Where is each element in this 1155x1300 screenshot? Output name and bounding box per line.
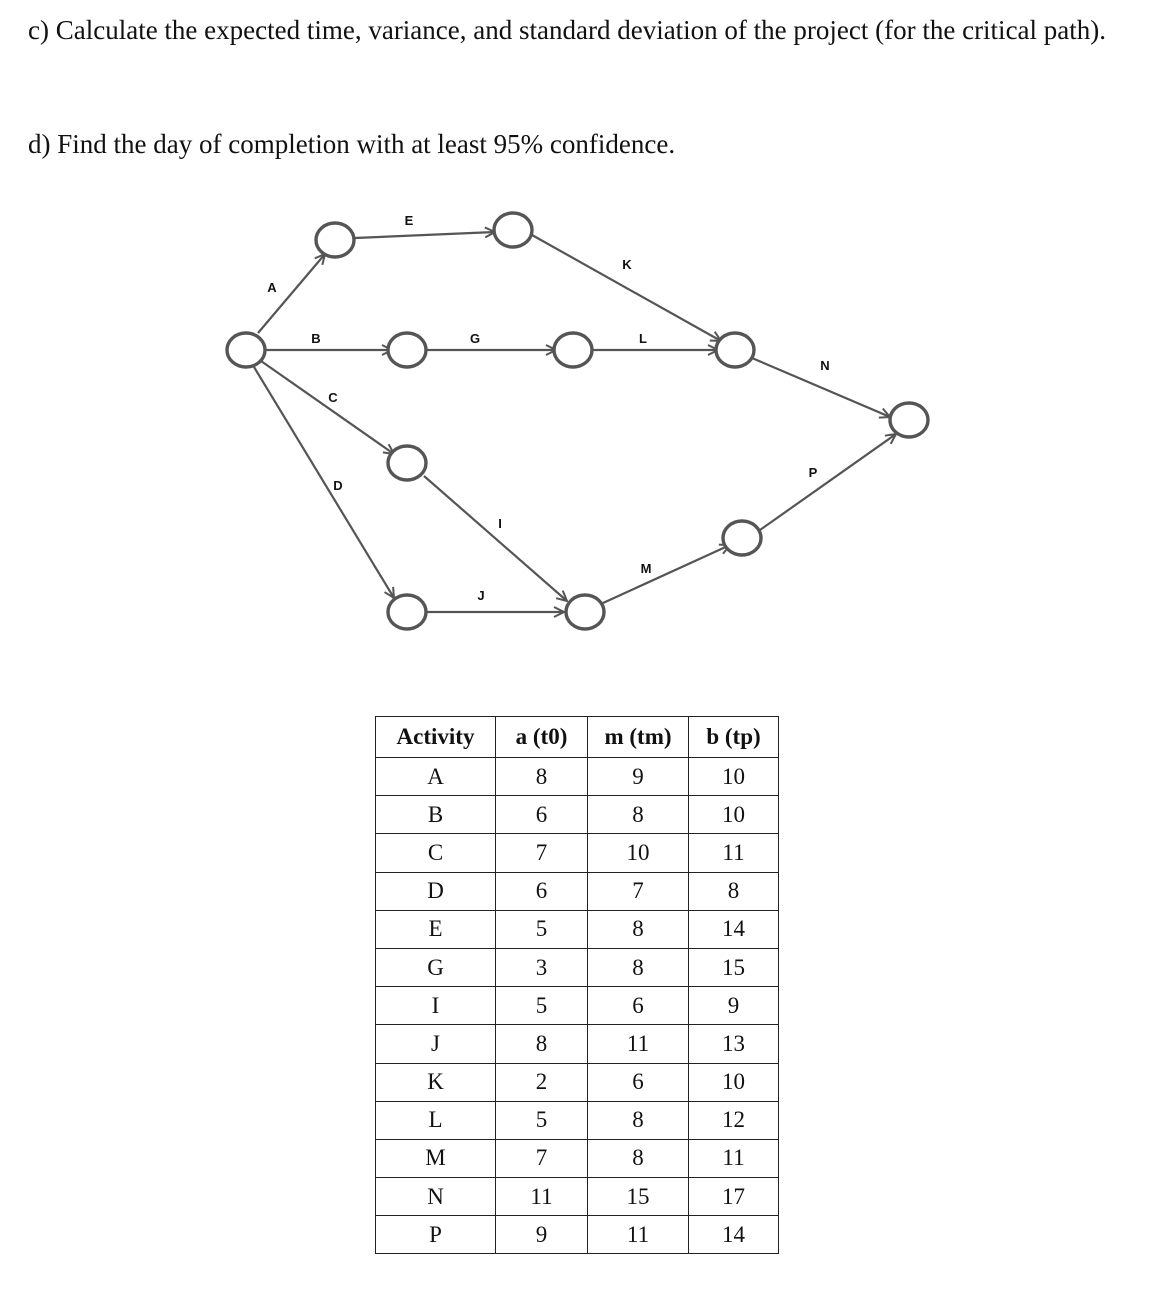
cell-activity: C (376, 834, 496, 872)
cell-m: 8 (588, 910, 689, 948)
edge-label-C: C (328, 390, 338, 405)
cell-b: 12 (689, 1101, 779, 1139)
table-row (376, 872, 779, 910)
edge-label-D: D (333, 478, 343, 493)
node-after-A (316, 223, 354, 257)
table-row (376, 910, 779, 948)
cell-b: 8 (689, 872, 779, 910)
table-row (376, 1139, 779, 1177)
cell-activity: A (376, 758, 496, 796)
cell-activity: I (376, 987, 496, 1025)
edge-D (254, 367, 394, 598)
node-after-K-L (716, 333, 754, 367)
cell-a: 6 (496, 872, 588, 910)
edge-P (760, 434, 896, 530)
edge-label-L: L (639, 331, 647, 346)
edge-label-E: E (404, 213, 414, 228)
edge-label-B: B (311, 331, 321, 346)
cell-activity: K (376, 1063, 496, 1101)
edge-label-J: J (477, 588, 485, 603)
cell-a: 3 (496, 948, 588, 986)
cell-b: 13 (689, 1025, 779, 1063)
cell-m: 7 (588, 872, 689, 910)
edge-M (603, 545, 730, 603)
node-end (890, 403, 928, 437)
table-row (376, 987, 779, 1025)
cell-m: 8 (588, 1139, 689, 1177)
cell-a: 7 (496, 834, 588, 872)
cell-a: 8 (496, 1025, 588, 1063)
header-b: b (tp) (689, 717, 779, 758)
cell-a: 11 (496, 1178, 588, 1216)
cell-b: 15 (689, 948, 779, 986)
header-m: m (tm) (588, 717, 689, 758)
cell-activity: M (376, 1139, 496, 1177)
table-row (376, 1063, 779, 1101)
node-after-E (494, 213, 532, 247)
edge-label-P: P (808, 465, 818, 480)
cell-m: 9 (588, 758, 689, 796)
cell-b: 14 (689, 1216, 779, 1254)
cell-a: 5 (496, 987, 588, 1025)
cell-a: 8 (496, 758, 588, 796)
cell-m: 8 (588, 796, 689, 834)
cell-m: 11 (588, 1216, 689, 1254)
node-after-M (723, 521, 761, 555)
table-row (376, 1216, 779, 1254)
node-start (227, 333, 265, 367)
header-a: a (t0) (496, 717, 588, 758)
cell-a: 7 (496, 1139, 588, 1177)
cell-m: 8 (588, 1101, 689, 1139)
node-after-G (554, 333, 592, 367)
cell-b: 10 (689, 796, 779, 834)
cell-activity: N (376, 1178, 496, 1216)
table-row (376, 758, 779, 796)
cell-b: 11 (689, 834, 779, 872)
cell-m: 8 (588, 948, 689, 986)
cell-b: 9 (689, 987, 779, 1025)
header-activity: Activity (376, 717, 496, 758)
edge-label-A: A (267, 280, 277, 295)
cell-b: 11 (689, 1139, 779, 1177)
edge-I (424, 476, 567, 601)
cell-m: 10 (588, 834, 689, 872)
cell-m: 11 (588, 1025, 689, 1063)
cell-activity: J (376, 1025, 496, 1063)
cell-a: 5 (496, 1101, 588, 1139)
edge-label-M: M (640, 561, 652, 576)
cell-a: 9 (496, 1216, 588, 1254)
edge-label-G: G (469, 331, 481, 346)
edge-label-I: I (498, 516, 502, 531)
edge-label-N: N (820, 358, 830, 373)
cell-a: 5 (496, 910, 588, 948)
node-after-C (388, 446, 426, 480)
table-row (376, 834, 779, 872)
cell-m: 15 (588, 1178, 689, 1216)
cell-activity: P (376, 1216, 496, 1254)
question-d: d) Find the day of completion with at least 95% confidence. (28, 129, 676, 159)
table-row (376, 1178, 779, 1216)
edge-C (261, 361, 394, 454)
cell-m: 6 (588, 1063, 689, 1101)
question-c: c) Calculate the expected time, variance, and standard deviation of the project (for the critical path). (28, 15, 1107, 45)
cell-activity: D (376, 872, 496, 910)
table-row (376, 796, 779, 834)
edge-K (532, 235, 721, 341)
node-after-B (388, 333, 426, 367)
cell-a: 2 (496, 1063, 588, 1101)
cell-b: 10 (689, 1063, 779, 1101)
cell-activity: B (376, 796, 496, 834)
cell-b: 17 (689, 1178, 779, 1216)
node-after-D (388, 595, 426, 629)
table-row (376, 1101, 779, 1139)
table-header-row (376, 717, 779, 758)
table-row (376, 1025, 779, 1063)
cell-m: 6 (588, 987, 689, 1025)
cell-activity: G (376, 948, 496, 986)
edge-label-K: K (622, 257, 632, 272)
cell-activity: E (376, 910, 496, 948)
activity-times-table (375, 716, 779, 1254)
table-row (376, 948, 779, 986)
node-after-I-J (566, 595, 604, 629)
cell-b: 10 (689, 758, 779, 796)
cell-b: 14 (689, 910, 779, 948)
edge-E (355, 232, 495, 238)
cell-activity: L (376, 1101, 496, 1139)
cell-a: 6 (496, 796, 588, 834)
